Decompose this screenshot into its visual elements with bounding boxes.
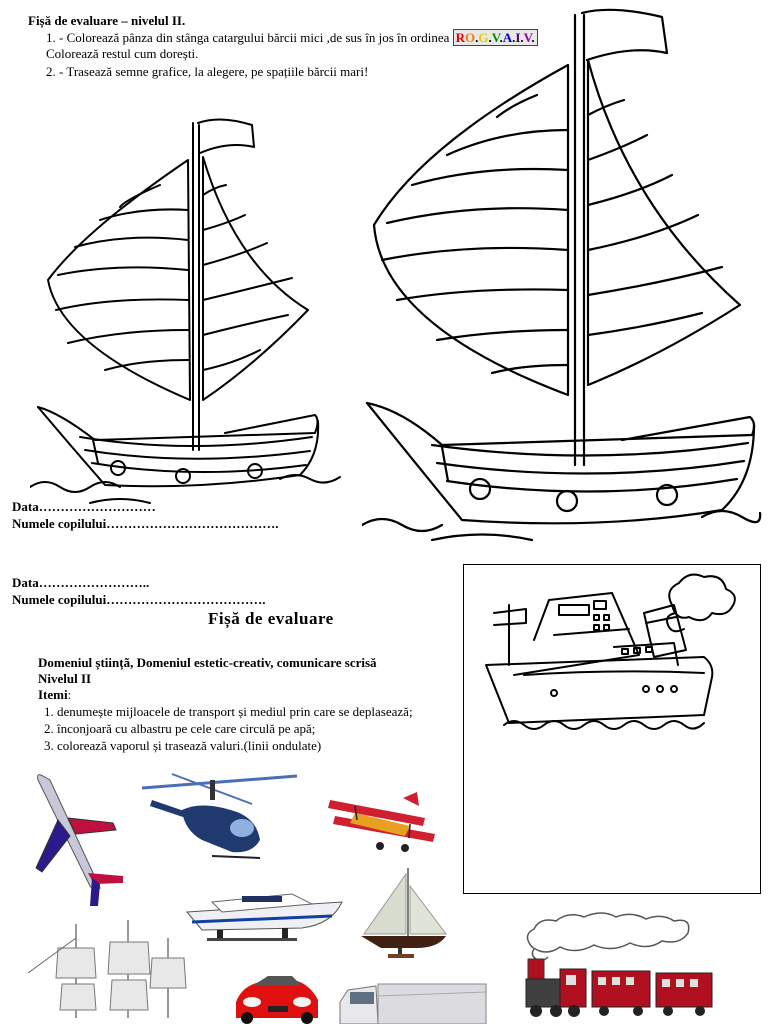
yacht-image[interactable] bbox=[182, 872, 350, 944]
worksheet2-item-3 bbox=[44, 738, 321, 753]
item1-text: - Colorează pânza din stânga catargului bărcii mici ,de sus în jos în ordinea bbox=[59, 30, 450, 45]
item-number: 2. bbox=[44, 721, 54, 736]
items-label: Itemi bbox=[38, 687, 68, 702]
item2-number: 2. bbox=[46, 64, 56, 79]
steamship-drawing bbox=[464, 565, 760, 893]
item2-text: - Trasează semne grafice, la alegere, pe spațiile bărcii mari! bbox=[59, 64, 369, 79]
airplane-image[interactable] bbox=[28, 768, 128, 908]
worksheet1-item-1-continuation: Colorează restul cum dorești. bbox=[46, 46, 199, 61]
worksheet2-title: Fișă de evaluare bbox=[208, 609, 334, 628]
worksheet2-domain: Domeniul științã, Domeniul estetic-creativ, comunicare scrisă bbox=[38, 655, 377, 670]
helicopter-image[interactable] bbox=[142, 770, 302, 865]
galleon-ship-image[interactable] bbox=[28, 918, 193, 1024]
ship-coloring-frame bbox=[463, 564, 761, 894]
rocvaiv-letter: I bbox=[515, 30, 521, 45]
item-text: colorează vaporul și trasează valuri.(linii ondulate) bbox=[57, 738, 322, 753]
red-car-image[interactable] bbox=[232, 972, 322, 1024]
rocvaiv-letter: V bbox=[491, 30, 500, 45]
item-number: 1. bbox=[44, 704, 54, 719]
biplane-image[interactable] bbox=[325, 788, 440, 858]
worksheet2-item-1 bbox=[44, 704, 413, 719]
sailboat-model-image[interactable] bbox=[356, 868, 451, 960]
item1-number: 1. bbox=[46, 30, 56, 45]
rocvaiv-letter: O bbox=[465, 30, 476, 45]
rocvaiv-letter: V bbox=[523, 30, 532, 45]
worksheet2-items-heading bbox=[38, 687, 71, 702]
rocvaiv-letter: . bbox=[499, 30, 503, 45]
rocvaiv-letter: . bbox=[512, 30, 516, 45]
rocvaiv-letter: . bbox=[475, 30, 479, 45]
rocvaiv-letter: R bbox=[455, 30, 465, 45]
worksheet1-date-line: Data……………………… bbox=[12, 499, 156, 514]
worksheet2-item-2 bbox=[44, 721, 315, 736]
item-text: înconjoară cu albastru pe cele care circulă pe apă; bbox=[57, 721, 316, 736]
items-colon: : bbox=[67, 687, 72, 702]
rocvaiv-letter: . bbox=[531, 30, 535, 45]
small-sailboat-drawing bbox=[30, 115, 350, 505]
worksheet2-level: Nivelul II bbox=[38, 671, 92, 686]
item-number: 3. bbox=[44, 738, 54, 753]
worksheet2-date-line: Data…………………….. bbox=[12, 575, 150, 590]
rocvaiv-letter: . bbox=[520, 30, 524, 45]
rocvaiv-letter: A bbox=[502, 30, 513, 45]
steam-train-image[interactable] bbox=[512, 905, 717, 1024]
item-text: denumește mijloacele de transport și mediul prin care se deplasează; bbox=[57, 704, 413, 719]
large-sailboat-drawing bbox=[362, 5, 762, 545]
truck-image[interactable] bbox=[338, 982, 488, 1024]
worksheet1-item-2 bbox=[46, 64, 368, 79]
worksheet1-title: Fișă de evaluare – nivelul II. bbox=[28, 13, 186, 28]
rocvaiv-letter: G bbox=[478, 30, 489, 45]
rocvaiv-letter: . bbox=[488, 30, 492, 45]
worksheet1-name-line: Numele copilului…………………………………. bbox=[12, 516, 279, 531]
worksheet2-name-line: Numele copilului………………………………. bbox=[12, 592, 266, 607]
